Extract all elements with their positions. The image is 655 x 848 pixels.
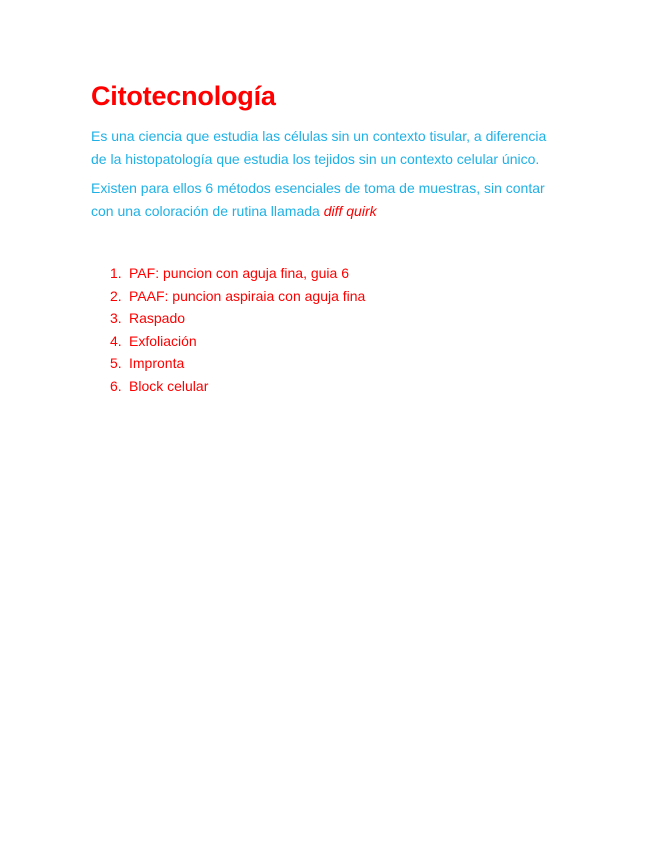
stain-name-emphasis: diff quirk	[323, 202, 377, 219]
list-item-text: Exfoliación	[129, 332, 197, 349]
methods-list	[91, 262, 561, 398]
list-item-number: 5.	[110, 355, 122, 372]
document-content	[91, 78, 561, 398]
list-item-text: PAF: puncion con aguja fina, guia 6	[129, 265, 350, 281]
list-item-text: Raspado	[129, 310, 186, 327]
list-item	[110, 307, 561, 330]
list-item	[110, 352, 561, 375]
list-item	[110, 262, 561, 285]
list-item-text: Block celular	[129, 377, 209, 394]
list-item-text: PAAF: puncion aspiraia con aguja fina	[129, 287, 366, 304]
intro-paragraph: Es una ciencia que estudia las células sin un contexto tisular, a diferencia de la histopatología que estudia los tejidos sin un contexto celular único.	[91, 128, 547, 167]
list-item-number: 1.	[110, 265, 122, 281]
document-title: Citotecnología	[91, 81, 276, 111]
list-item-number: 4.	[110, 332, 122, 349]
list-item	[110, 330, 561, 353]
list-item	[110, 285, 561, 308]
list-item-number: 3.	[110, 310, 122, 327]
list-item-number: 2.	[110, 287, 122, 304]
list-item-text: Impronta	[129, 355, 185, 372]
list-item-number: 6.	[110, 377, 122, 394]
list-item	[110, 375, 561, 398]
methods-paragraph-text: Existen para ellos 6 métodos esenciales de toma de muestras, sin contar con una coloración de rutina llamada	[91, 180, 545, 219]
methods-paragraph	[91, 177, 561, 222]
